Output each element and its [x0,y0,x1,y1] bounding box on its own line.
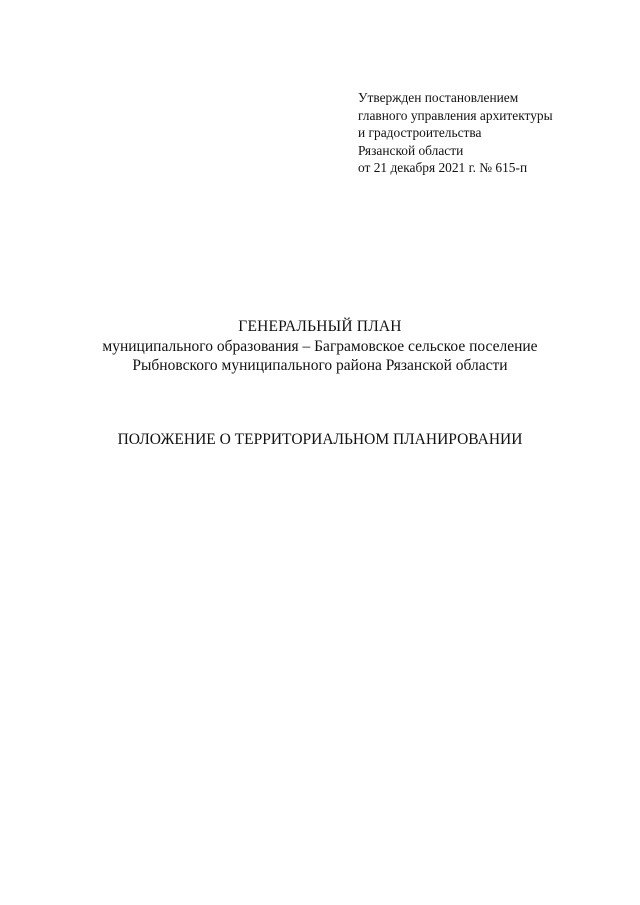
document-title: ГЕНЕРАЛЬНЫЙ ПЛАН [238,318,402,335]
document-subtitle-line-2: Рыбновского муниципального района Рязанской области [132,357,508,374]
approval-line: Утвержден постановлением [358,90,519,105]
title-block [0,317,640,375]
section-title: ПОЛОЖЕНИЕ О ТЕРРИТОРИАЛЬНОМ ПЛАНИРОВАНИИ [117,431,523,448]
approval-line: Рязанской области [358,142,464,158]
approval-stamp [358,89,618,177]
approval-line: главного управления архитектуры [358,107,553,123]
approval-date-line: от 21 декабря 2021 г. № 615-п [358,160,528,175]
approval-line: и градостроительства [358,125,482,140]
document-subtitle-line-1: муниципального образования – Баграмовское сельское поселение [102,338,538,355]
